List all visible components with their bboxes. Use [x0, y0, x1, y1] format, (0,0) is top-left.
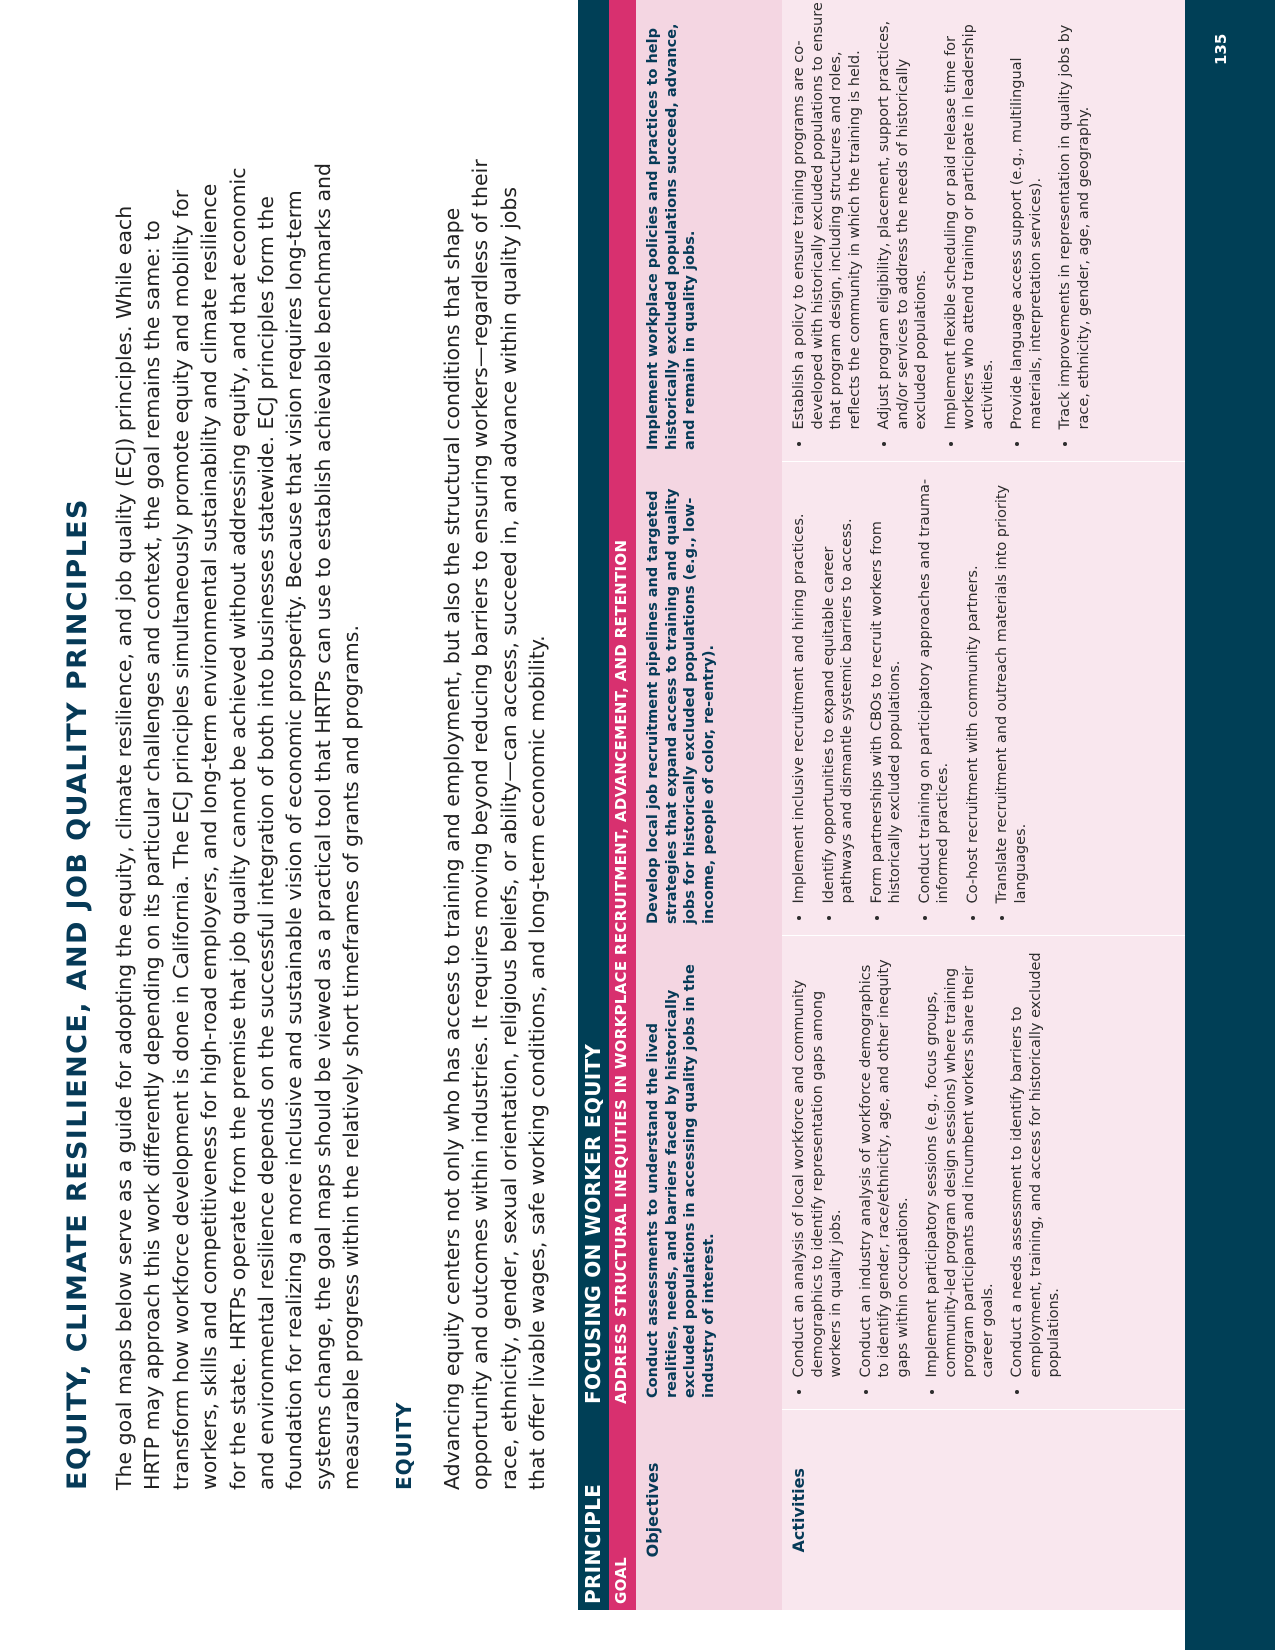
goal-label: GOAL	[609, 1410, 636, 1610]
activity-item: • Conduct an industry analysis of workforce demographics to identify gender, race/ethnicity, age, and other inequity gaps within occupations.	[857, 949, 913, 1380]
activity-item: • Co-host recruitment with community partners.	[964, 475, 983, 906]
activity-item: • Implement participatory sessions (e.g., focus groups, community-led program design sessions) where training program participants and incumbent workers share their career goals.	[923, 949, 997, 1380]
equity-heading: EQUITY	[392, 1401, 416, 1490]
page-sidebar	[1185, 0, 1275, 1650]
principle-value: FOCUSING ON WORKER EQUITY	[578, 0, 609, 1410]
objective-text: Develop local job recruitment pipelines and targeted strategies that expand access to training and quality jobs for historically excluded populations (e.g., low-income, people of color, re-entry).	[645, 488, 717, 924]
intro-paragraph: The goal maps below serve as a guide for adopting the equity, climate resilience, and job quality (ECJ) principles. While each HRTP may approach this work differently depending on its particular challenges and context, the goal remains the same: to transform how workforce development is done in California. The ECJ principles simultaneously promote equity and mobility for workers, skills and competitiveness for high-road employers, and long-term environmental sustainability and climate resilience for the state. HRTPs operate from the premise that job quality cannot be achieved without addressing equity, and that economic and environmental resilience depends on the successful integration of both into businesses statewide. ECJ principles form the foundation for realizing a more inclusive and sustainable vision of economic prosperity. Because that vision requires long-term systems change, the goal maps should be viewed as a practical tool that HRTPs can use to establish achievable benchmarks and measurable progress within the relatively short timeframes of grants and programs.	[112, 162, 364, 1490]
activity-item: • Translate recruitment and outreach materials into priority languages.	[993, 475, 1030, 906]
activity-list	[790, 949, 1064, 1398]
activities-cell	[782, 462, 1186, 936]
page-heading: EQUITY, CLIMATE RESILIENCE, AND JOB QUALITY PRINCIPLES	[62, 498, 93, 1490]
activity-item: • Identify opportunities to expand equitable career pathways and dismantle systemic barriers to access.	[820, 475, 857, 906]
goal-map-table	[578, 0, 1186, 1610]
activity-item: • Adjust program eligibility, placement, support practices, and/or services to address the needs of historically excluded populations.	[875, 0, 931, 432]
objective-text: Implement workplace policies and practices to help historically excluded populations succeed, advance, and remain in quality jobs.	[645, 23, 698, 450]
activity-list	[790, 0, 1093, 450]
principle-label: PRINCIPLE	[578, 1410, 609, 1610]
activity-item: • Conduct a needs assessment to identify barriers to employment, training, and access for historically excluded populations.	[1008, 949, 1064, 1380]
objective-text: Conduct assessments to understand the lived realities, needs, and barriers faced by historically excluded populations in accessing quality jobs in the industry of interest.	[645, 964, 717, 1398]
activity-item: • Establish a policy to ensure training programs are co-developed with historically excluded populations to ensure that program design, including structures and roles, reflects the community in which the training is held.	[790, 0, 864, 432]
activity-item: • Implement inclusive recruitment and hiring practices.	[790, 475, 809, 906]
objective-cell	[636, 936, 782, 1410]
goal-row	[609, 0, 636, 1610]
activities-row	[782, 0, 1186, 1610]
activity-item: • Conduct an analysis of local workforce and community demographics to identify representation gaps among workers in quality jobs.	[790, 949, 846, 1380]
objectives-label: Objectives	[636, 1410, 782, 1610]
activity-item: • Implement flexible scheduling or paid release time for workers who attend training or participate in leadership activities.	[942, 0, 998, 432]
page-number: 135	[1212, 33, 1230, 65]
activity-list	[790, 475, 1030, 924]
activities-label: Activities	[782, 1410, 1186, 1610]
activity-item: • Provide language access support (e.g., multilingual materials, interpretation services).	[1008, 0, 1045, 432]
activities-cell	[782, 0, 1186, 462]
equity-paragraph: Advancing equity centers not only who has access to training and employment, but also the structural conditions that shape opportunity and outcomes within industries. It requires moving beyond reducing barriers to ensuring workers—regardless of their race, ethnicity, gender, sexual orientation, religious beliefs, or ability—can access, succeed in, and advance within quality jobs that offer livable wages, safe working conditions, and long-term economic mobility.	[440, 159, 550, 1490]
objectives-row	[636, 0, 782, 1610]
principle-row	[578, 0, 609, 1610]
activities-cell	[782, 936, 1186, 1410]
objective-cell	[636, 0, 782, 462]
activity-item: • Form partnerships with CBOs to recruit workers from historically excluded populations.	[868, 475, 905, 906]
objective-cell	[636, 462, 782, 936]
goal-value: ADDRESS STRUCTURAL INEQUITIES IN WORKPLACE RECRUITMENT, ADVANCEMENT, AND RETENTION	[609, 0, 636, 1410]
activity-item: • Track improvements in representation in quality jobs by race, ethnicity, gender, age, and geography.	[1056, 0, 1093, 432]
activity-item: • Conduct training on participatory approaches and trauma-informed practices.	[916, 475, 953, 906]
